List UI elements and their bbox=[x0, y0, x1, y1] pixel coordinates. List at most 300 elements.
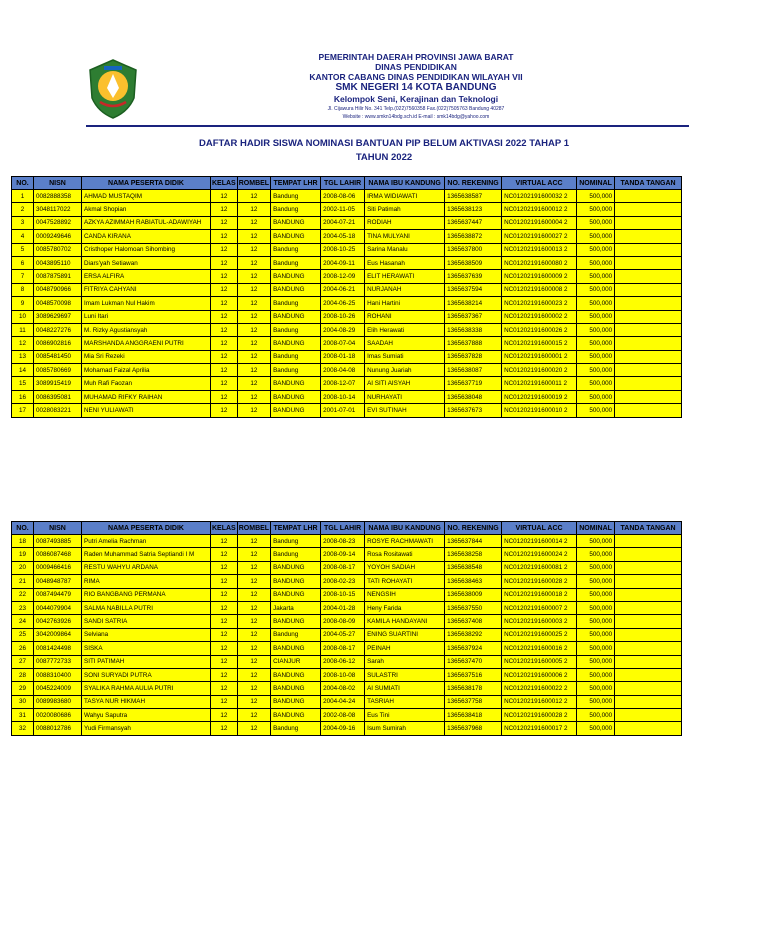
cell-no: 29 bbox=[12, 682, 34, 695]
cell-virtual-account: NC01202191600023 2 bbox=[502, 297, 577, 310]
cell-no: 10 bbox=[12, 310, 34, 323]
attendance-table-1 bbox=[11, 176, 682, 418]
cell-nominal: 500,000 bbox=[577, 190, 615, 203]
cell-virtual-account: NC01202191600002 2 bbox=[502, 310, 577, 323]
cell-no: 17 bbox=[12, 404, 34, 417]
west-java-emblem-icon bbox=[86, 58, 140, 120]
cell-birthdate: 2008-10-08 bbox=[321, 668, 365, 681]
column-header-mother-name: NAMA IBU KANDUNG bbox=[365, 177, 445, 190]
cell-nisn: 0043895110 bbox=[34, 256, 82, 269]
cell-class: 12 bbox=[211, 256, 238, 269]
cell-no: 14 bbox=[12, 364, 34, 377]
cell-birthplace: BANDUNG bbox=[271, 216, 321, 229]
cell-nominal: 500,000 bbox=[577, 695, 615, 708]
cell-student-name: Diars'yah Setiawan bbox=[82, 256, 211, 269]
cell-virtual-account: NC01202191600025 2 bbox=[502, 628, 577, 641]
cell-nominal: 500,000 bbox=[577, 364, 615, 377]
cell-no: 18 bbox=[12, 535, 34, 548]
cell-student-name: SONI SURYADI PUTRA bbox=[82, 668, 211, 681]
cell-rombel: 12 bbox=[237, 615, 270, 628]
cell-student-name: Mia Sri Rezeki bbox=[82, 350, 211, 363]
cell-no: 22 bbox=[12, 588, 34, 601]
cell-signature bbox=[615, 323, 682, 336]
cell-rombel: 12 bbox=[237, 323, 270, 336]
table-row bbox=[12, 323, 682, 336]
table-row bbox=[12, 216, 682, 229]
column-header-nisn: NISN bbox=[34, 177, 82, 190]
cell-class: 12 bbox=[211, 588, 238, 601]
cell-virtual-account: NC01202191600013 2 bbox=[502, 243, 577, 256]
cell-mother-name: PEINAH bbox=[365, 642, 445, 655]
cell-no: 12 bbox=[12, 337, 34, 350]
table-header-row bbox=[12, 177, 682, 190]
cell-rombel: 12 bbox=[237, 390, 270, 403]
cell-rombel: 12 bbox=[237, 243, 270, 256]
cell-signature bbox=[615, 190, 682, 203]
cell-rombel: 12 bbox=[237, 655, 270, 668]
cell-class: 12 bbox=[211, 350, 238, 363]
cell-nominal: 500,000 bbox=[577, 722, 615, 735]
cell-nisn: 0089983680 bbox=[34, 695, 82, 708]
table-row bbox=[12, 243, 682, 256]
cell-student-name: SANDI SATRIA bbox=[82, 615, 211, 628]
cell-nisn: 0047528892 bbox=[34, 216, 82, 229]
cell-nisn: 0086395081 bbox=[34, 390, 82, 403]
cell-nominal: 500,000 bbox=[577, 323, 615, 336]
cell-signature bbox=[615, 404, 682, 417]
cell-nominal: 500,000 bbox=[577, 535, 615, 548]
cell-nominal: 500,000 bbox=[577, 216, 615, 229]
cell-account-number: 1365637447 bbox=[445, 216, 502, 229]
cell-birthdate: 2004-08-02 bbox=[321, 682, 365, 695]
cell-signature bbox=[615, 310, 682, 323]
cell-account-number: 1365637367 bbox=[445, 310, 502, 323]
cell-birthplace: BANDUNG bbox=[271, 709, 321, 722]
cell-rombel: 12 bbox=[237, 256, 270, 269]
cell-no: 23 bbox=[12, 601, 34, 614]
table-row bbox=[12, 310, 682, 323]
table-row bbox=[12, 350, 682, 363]
cell-birthplace: Bandung bbox=[271, 548, 321, 561]
cell-student-name: RIO BANGBANG PERMANA bbox=[82, 588, 211, 601]
cell-birthplace: BANDUNG bbox=[271, 310, 321, 323]
cell-virtual-account: NC01202191600028 2 bbox=[502, 709, 577, 722]
cell-birthdate: 2004-06-21 bbox=[321, 283, 365, 296]
cell-account-number: 1365638509 bbox=[445, 256, 502, 269]
cell-signature bbox=[615, 337, 682, 350]
cell-mother-name: AI SUMIATI bbox=[365, 682, 445, 695]
cell-nominal: 500,000 bbox=[577, 390, 615, 403]
cell-class: 12 bbox=[211, 628, 238, 641]
cell-nominal: 500,000 bbox=[577, 601, 615, 614]
cell-birthdate: 2004-07-21 bbox=[321, 216, 365, 229]
table-row bbox=[12, 628, 682, 641]
cell-student-name: AZKYA AZIMMAH RABIATUL-ADAWIYAH bbox=[82, 216, 211, 229]
cell-birthplace: Bandung bbox=[271, 243, 321, 256]
cell-birthdate: 2008-10-26 bbox=[321, 310, 365, 323]
cell-mother-name: Heny Farida bbox=[365, 601, 445, 614]
cell-signature bbox=[615, 695, 682, 708]
cell-account-number: 1365638178 bbox=[445, 682, 502, 695]
cell-birthplace: Bandung bbox=[271, 350, 321, 363]
cell-class: 12 bbox=[211, 668, 238, 681]
table-row bbox=[12, 561, 682, 574]
cell-nominal: 500,000 bbox=[577, 615, 615, 628]
cell-class: 12 bbox=[211, 270, 238, 283]
cell-birthplace: BANDUNG bbox=[271, 561, 321, 574]
cell-birthplace: BANDUNG bbox=[271, 390, 321, 403]
table-row bbox=[12, 190, 682, 203]
cell-class: 12 bbox=[211, 709, 238, 722]
cell-birthdate: 2004-09-11 bbox=[321, 256, 365, 269]
cell-rombel: 12 bbox=[237, 682, 270, 695]
cell-birthplace: BANDUNG bbox=[271, 230, 321, 243]
cell-mother-name: Eus Hasanah bbox=[365, 256, 445, 269]
cell-rombel: 12 bbox=[237, 588, 270, 601]
table-row bbox=[12, 575, 682, 588]
cell-account-number: 1365638048 bbox=[445, 390, 502, 403]
cell-birthplace: Bandung bbox=[271, 535, 321, 548]
cell-class: 12 bbox=[211, 561, 238, 574]
cell-no: 21 bbox=[12, 575, 34, 588]
cell-class: 12 bbox=[211, 655, 238, 668]
cell-class: 12 bbox=[211, 642, 238, 655]
cell-account-number: 1365638587 bbox=[445, 190, 502, 203]
cell-account-number: 1365638087 bbox=[445, 364, 502, 377]
cell-account-number: 1365637594 bbox=[445, 283, 502, 296]
cell-student-name: FITRIYA CAHYANI bbox=[82, 283, 211, 296]
branch-office-line: KANTOR CABANG DINAS PENDIDIKAN WILAYAH VII bbox=[309, 72, 523, 82]
cell-nisn: 3042009864 bbox=[34, 628, 82, 641]
cell-signature bbox=[615, 655, 682, 668]
cell-nominal: 500,000 bbox=[577, 283, 615, 296]
cell-no: 28 bbox=[12, 668, 34, 681]
cell-rombel: 12 bbox=[237, 404, 270, 417]
school-tagline: Kelompok Seni, Kerajinan dan Teknologi bbox=[333, 94, 499, 104]
cell-class: 12 bbox=[211, 297, 238, 310]
cell-rombel: 12 bbox=[237, 575, 270, 588]
cell-mother-name: Siti Patimah bbox=[365, 203, 445, 216]
cell-virtual-account: NC01202191600003 2 bbox=[502, 615, 577, 628]
cell-student-name: Mohamad Faizal Aprilia bbox=[82, 364, 211, 377]
cell-student-name: CANDA KIRANA bbox=[82, 230, 211, 243]
document-year: TAHUN 2022 bbox=[355, 152, 413, 163]
cell-birthplace: Bandung bbox=[271, 297, 321, 310]
cell-class: 12 bbox=[211, 190, 238, 203]
cell-account-number: 1365637719 bbox=[445, 377, 502, 390]
cell-class: 12 bbox=[211, 601, 238, 614]
column-header-account-number: NO. REKENING bbox=[445, 522, 502, 535]
cell-virtual-account: NC01202191600012 2 bbox=[502, 203, 577, 216]
cell-no: 31 bbox=[12, 709, 34, 722]
cell-birthdate: 2008-07-04 bbox=[321, 337, 365, 350]
cell-no: 24 bbox=[12, 615, 34, 628]
cell-nominal: 500,000 bbox=[577, 561, 615, 574]
cell-account-number: 1365638009 bbox=[445, 588, 502, 601]
cell-no: 5 bbox=[12, 243, 34, 256]
cell-birthplace: Bandung bbox=[271, 323, 321, 336]
cell-birthdate: 2002-11-05 bbox=[321, 203, 365, 216]
cell-nisn: 0085481450 bbox=[34, 350, 82, 363]
cell-virtual-account: NC01202191600017 2 bbox=[502, 722, 577, 735]
cell-nisn: 0081424498 bbox=[34, 642, 82, 655]
cell-nominal: 500,000 bbox=[577, 270, 615, 283]
cell-birthdate: 2008-08-09 bbox=[321, 615, 365, 628]
cell-nominal: 500,000 bbox=[577, 256, 615, 269]
cell-signature bbox=[615, 364, 682, 377]
cell-account-number: 1365637968 bbox=[445, 722, 502, 735]
cell-birthplace: BANDUNG bbox=[271, 337, 321, 350]
cell-account-number: 1365638338 bbox=[445, 323, 502, 336]
cell-rombel: 12 bbox=[237, 350, 270, 363]
cell-mother-name: NURHAYATI bbox=[365, 390, 445, 403]
cell-student-name: SISKA bbox=[82, 642, 211, 655]
cell-nominal: 500,000 bbox=[577, 337, 615, 350]
cell-rombel: 12 bbox=[237, 270, 270, 283]
cell-student-name: Luni Itari bbox=[82, 310, 211, 323]
cell-no: 26 bbox=[12, 642, 34, 655]
cell-signature bbox=[615, 230, 682, 243]
cell-birthdate: 2004-09-16 bbox=[321, 722, 365, 735]
cell-virtual-account: NC01202191600027 2 bbox=[502, 230, 577, 243]
cell-virtual-account: NC01202191600014 2 bbox=[502, 535, 577, 548]
cell-mother-name: Rosa Rositawati bbox=[365, 548, 445, 561]
cell-nominal: 500,000 bbox=[577, 588, 615, 601]
cell-student-name: Selviana bbox=[82, 628, 211, 641]
cell-mother-name: Elih Herawati bbox=[365, 323, 445, 336]
table-row bbox=[12, 377, 682, 390]
table-row bbox=[12, 548, 682, 561]
cell-no: 25 bbox=[12, 628, 34, 641]
cell-nisn: 3089915419 bbox=[34, 377, 82, 390]
cell-birthplace: CIANJUR bbox=[271, 655, 321, 668]
cell-virtual-account: NC01202191600007 2 bbox=[502, 601, 577, 614]
column-header-birthplace: TEMPAT LHR bbox=[271, 522, 321, 535]
cell-student-name: Wahyu Saputra bbox=[82, 709, 211, 722]
cell-birthplace: BANDUNG bbox=[271, 377, 321, 390]
cell-birthdate: 2004-01-28 bbox=[321, 601, 365, 614]
cell-student-name: RIMA bbox=[82, 575, 211, 588]
cell-mother-name: TASRIAH bbox=[365, 695, 445, 708]
table-row bbox=[12, 230, 682, 243]
cell-rombel: 12 bbox=[237, 548, 270, 561]
column-header-signature: TANDA TANGAN bbox=[615, 177, 682, 190]
cell-signature bbox=[615, 243, 682, 256]
cell-nisn: 0086902816 bbox=[34, 337, 82, 350]
cell-signature bbox=[615, 216, 682, 229]
cell-rombel: 12 bbox=[237, 709, 270, 722]
column-header-mother-name: NAMA IBU KANDUNG bbox=[365, 522, 445, 535]
cell-nominal: 500,000 bbox=[577, 575, 615, 588]
table-row bbox=[12, 535, 682, 548]
cell-signature bbox=[615, 256, 682, 269]
cell-no: 13 bbox=[12, 350, 34, 363]
column-header-rombel: ROMBEL bbox=[237, 522, 270, 535]
column-header-class: KELAS bbox=[211, 177, 238, 190]
cell-birthplace: BANDUNG bbox=[271, 695, 321, 708]
cell-nisn: 0009466416 bbox=[34, 561, 82, 574]
cell-class: 12 bbox=[211, 216, 238, 229]
cell-account-number: 1365637924 bbox=[445, 642, 502, 655]
cell-signature bbox=[615, 709, 682, 722]
cell-signature bbox=[615, 548, 682, 561]
cell-virtual-account: NC01202191600024 2 bbox=[502, 548, 577, 561]
cell-nisn: 0085780702 bbox=[34, 243, 82, 256]
cell-account-number: 1365637673 bbox=[445, 404, 502, 417]
cell-birthplace: BANDUNG bbox=[271, 588, 321, 601]
cell-student-name: Imam Lukman Nul Hakim bbox=[82, 297, 211, 310]
column-header-student-name: NAMA PESERTA DIDIK bbox=[82, 177, 211, 190]
table-row bbox=[12, 297, 682, 310]
cell-signature bbox=[615, 297, 682, 310]
cell-mother-name: YOYOH SADIAH bbox=[365, 561, 445, 574]
cell-signature bbox=[615, 642, 682, 655]
cell-rombel: 12 bbox=[237, 297, 270, 310]
cell-birthplace: BANDUNG bbox=[271, 668, 321, 681]
cell-virtual-account: NC01202191600009 2 bbox=[502, 270, 577, 283]
cell-student-name: M. Rizky Agustiansyah bbox=[82, 323, 211, 336]
cell-mother-name: Imas Sumiati bbox=[365, 350, 445, 363]
cell-rombel: 12 bbox=[237, 230, 270, 243]
table-row bbox=[12, 256, 682, 269]
cell-no: 11 bbox=[12, 323, 34, 336]
table-row bbox=[12, 682, 682, 695]
cell-no: 8 bbox=[12, 283, 34, 296]
cell-mother-name: Sarah bbox=[365, 655, 445, 668]
cell-no: 15 bbox=[12, 377, 34, 390]
cell-birthplace: BANDUNG bbox=[271, 642, 321, 655]
cell-no: 32 bbox=[12, 722, 34, 735]
cell-class: 12 bbox=[211, 364, 238, 377]
cell-nominal: 500,000 bbox=[577, 377, 615, 390]
cell-rombel: 12 bbox=[237, 283, 270, 296]
cell-account-number: 1365637516 bbox=[445, 668, 502, 681]
cell-account-number: 1365637639 bbox=[445, 270, 502, 283]
cell-birthdate: 2008-06-12 bbox=[321, 655, 365, 668]
cell-account-number: 1365637470 bbox=[445, 655, 502, 668]
column-header-nisn: NISN bbox=[34, 522, 82, 535]
cell-birthdate: 2008-09-14 bbox=[321, 548, 365, 561]
cell-mother-name: NENGSIH bbox=[365, 588, 445, 601]
cell-class: 12 bbox=[211, 575, 238, 588]
cell-no: 20 bbox=[12, 561, 34, 574]
table-row bbox=[12, 709, 682, 722]
cell-nisn: 3089629697 bbox=[34, 310, 82, 323]
cell-virtual-account: NC01202191600008 2 bbox=[502, 283, 577, 296]
letterhead-divider bbox=[86, 125, 689, 127]
cell-student-name: Cristhoper Halomoan Sihombing bbox=[82, 243, 211, 256]
table-row bbox=[12, 722, 682, 735]
cell-nisn: 0088310400 bbox=[34, 668, 82, 681]
cell-birthplace: BANDUNG bbox=[271, 615, 321, 628]
column-header-student-name: NAMA PESERTA DIDIK bbox=[82, 522, 211, 535]
cell-no: 7 bbox=[12, 270, 34, 283]
table-row bbox=[12, 390, 682, 403]
table-row bbox=[12, 337, 682, 350]
cell-signature bbox=[615, 575, 682, 588]
cell-class: 12 bbox=[211, 283, 238, 296]
cell-birthdate: 2008-08-23 bbox=[321, 535, 365, 548]
cell-birthdate: 2008-10-14 bbox=[321, 390, 365, 403]
cell-rombel: 12 bbox=[237, 668, 270, 681]
cell-virtual-account: NC01202191600081 2 bbox=[502, 561, 577, 574]
cell-nisn: 0048227276 bbox=[34, 323, 82, 336]
cell-rombel: 12 bbox=[237, 203, 270, 216]
table-row bbox=[12, 270, 682, 283]
cell-no: 9 bbox=[12, 297, 34, 310]
cell-rombel: 12 bbox=[237, 364, 270, 377]
cell-account-number: 1365637844 bbox=[445, 535, 502, 548]
cell-mother-name: TATI ROHAYATI bbox=[365, 575, 445, 588]
cell-class: 12 bbox=[211, 535, 238, 548]
cell-nisn: 0087493885 bbox=[34, 535, 82, 548]
cell-no: 4 bbox=[12, 230, 34, 243]
cell-student-name: SYALIKA RAHMA AULIA PUTRI bbox=[82, 682, 211, 695]
cell-virtual-account: NC01202191600020 2 bbox=[502, 364, 577, 377]
cell-nominal: 500,000 bbox=[577, 310, 615, 323]
table-header-row bbox=[12, 522, 682, 535]
cell-no: 6 bbox=[12, 256, 34, 269]
cell-student-name: MARSHANDA ANGGRAENI PUTRI bbox=[82, 337, 211, 350]
cell-signature bbox=[615, 615, 682, 628]
cell-account-number: 1365637408 bbox=[445, 615, 502, 628]
cell-mother-name: TINA MULYANI bbox=[365, 230, 445, 243]
cell-birthplace: BANDUNG bbox=[271, 682, 321, 695]
cell-virtual-account: NC01202191600028 2 bbox=[502, 575, 577, 588]
cell-virtual-account: NC01202191600005 2 bbox=[502, 655, 577, 668]
column-header-nominal: NOMINAL bbox=[577, 177, 615, 190]
school-address: Jl. Cijawura Hilir No. 341 Telp.(022)7560358 Fax.(022)7505763 Bandung 40287 bbox=[327, 106, 505, 112]
school-name: SMK NEGERI 14 KOTA BANDUNG bbox=[335, 82, 497, 93]
cell-class: 12 bbox=[211, 243, 238, 256]
department-line: DINAS PENDIDIKAN bbox=[375, 62, 457, 72]
cell-class: 12 bbox=[211, 230, 238, 243]
cell-no: 27 bbox=[12, 655, 34, 668]
cell-nominal: 500,000 bbox=[577, 548, 615, 561]
column-header-virtual-account: VIRTUAL ACC bbox=[502, 522, 577, 535]
cell-nisn: 0082888358 bbox=[34, 190, 82, 203]
cell-virtual-account: NC01202191600015 2 bbox=[502, 337, 577, 350]
table-row bbox=[12, 364, 682, 377]
cell-birthplace: Jakarta bbox=[271, 601, 321, 614]
cell-account-number: 1365638548 bbox=[445, 561, 502, 574]
table-row bbox=[12, 642, 682, 655]
cell-class: 12 bbox=[211, 695, 238, 708]
column-header-birthplace: TEMPAT LHR bbox=[271, 177, 321, 190]
cell-virtual-account: NC01202191600026 2 bbox=[502, 323, 577, 336]
cell-mother-name: SULASTRI bbox=[365, 668, 445, 681]
table-row bbox=[12, 404, 682, 417]
cell-class: 12 bbox=[211, 548, 238, 561]
cell-signature bbox=[615, 203, 682, 216]
cell-birthdate: 2008-02-23 bbox=[321, 575, 365, 588]
cell-birthplace: Bandung bbox=[271, 190, 321, 203]
cell-signature bbox=[615, 588, 682, 601]
cell-mother-name: EVI SUTINAH bbox=[365, 404, 445, 417]
cell-class: 12 bbox=[211, 323, 238, 336]
cell-rombel: 12 bbox=[237, 535, 270, 548]
cell-student-name: Muh Rafi Faozan bbox=[82, 377, 211, 390]
cell-birthdate: 2004-05-27 bbox=[321, 628, 365, 641]
table-row bbox=[12, 283, 682, 296]
cell-mother-name: Hani Hartini bbox=[365, 297, 445, 310]
cell-student-name: Putri Amelia Rachman bbox=[82, 535, 211, 548]
cell-nisn: 0028083221 bbox=[34, 404, 82, 417]
cell-birthplace: BANDUNG bbox=[271, 270, 321, 283]
cell-signature bbox=[615, 270, 682, 283]
cell-rombel: 12 bbox=[237, 601, 270, 614]
column-header-birthdate: TGL LAHIR bbox=[321, 177, 365, 190]
